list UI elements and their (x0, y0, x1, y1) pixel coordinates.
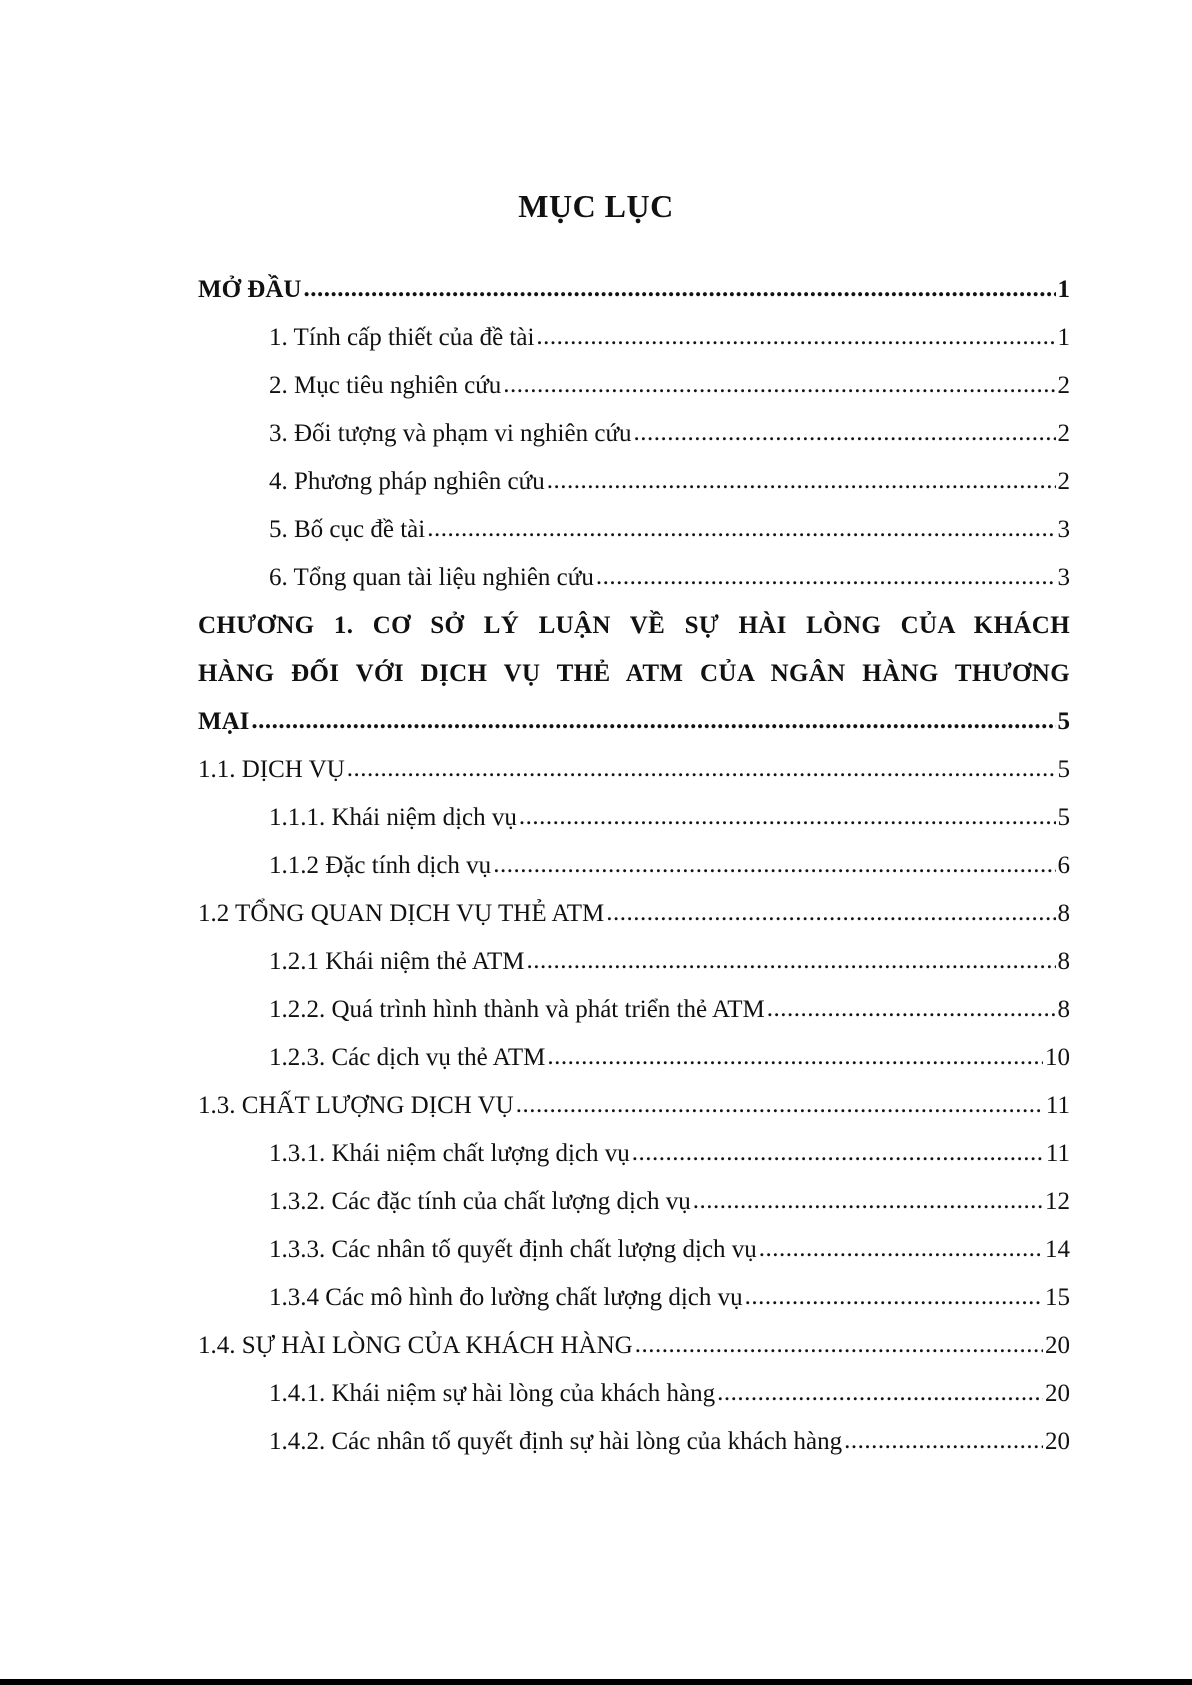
dot-leader (519, 793, 1056, 841)
dot-leader (303, 265, 1055, 313)
toc-entry-intro[interactable] (198, 266, 1070, 314)
toc-entry-label: 1.3.4 Các mô hình đo lường chất lượng dịch vụ (269, 1284, 743, 1311)
toc-entry-page: 8 (1057, 948, 1070, 975)
toc-entry[interactable] (198, 938, 1070, 986)
toc-entry-page: 8 (1057, 996, 1070, 1023)
toc-entry[interactable] (198, 506, 1070, 554)
toc-entry-label: 1.3.3. Các nhân tố quyết định chất lượng dịch vụ (269, 1236, 757, 1263)
toc-entry-page: 2 (1057, 420, 1070, 447)
toc-entry[interactable] (198, 554, 1070, 602)
table-of-contents (198, 266, 1070, 1466)
dot-leader (596, 553, 1056, 601)
toc-entry-label: 1.2.1 Khái niệm thẻ ATM (269, 948, 525, 975)
toc-entry-label: 1. Tính cấp thiết của đề tài (269, 324, 535, 351)
toc-entry-label: 1.2.2. Quá trình hình thành và phát triển thẻ ATM (269, 996, 765, 1023)
dot-leader (844, 1417, 1043, 1465)
toc-entry[interactable] (198, 410, 1070, 458)
toc-entry-page: 11 (1045, 1140, 1070, 1167)
dot-leader (503, 361, 1055, 409)
toc-entry[interactable] (198, 1370, 1070, 1418)
toc-entry-label: 2. Mục tiêu nghiên cứu (269, 372, 502, 399)
toc-entry-label: 1.3.2. Các đặc tính của chất lượng dịch vụ (269, 1188, 691, 1215)
toc-entry-label: 1.3.1. Khái niệm chất lượng dịch vụ (269, 1140, 630, 1167)
toc-entry-chapter-1[interactable] (198, 698, 1070, 746)
toc-entry[interactable] (198, 1226, 1070, 1274)
toc-entry-page: 6 (1057, 852, 1070, 879)
dot-leader (767, 985, 1056, 1033)
dot-leader (527, 937, 1056, 985)
toc-entry[interactable] (198, 1034, 1070, 1082)
toc-entry-label: 4. Phương pháp nghiên cứu (269, 468, 545, 495)
toc-entry[interactable] (198, 1178, 1070, 1226)
toc-entry[interactable] (198, 1418, 1070, 1466)
toc-entry-page: 5 (1057, 756, 1070, 783)
toc-entry-label: 1.1.1. Khái niệm dịch vụ (269, 804, 517, 831)
toc-entry-section[interactable] (198, 1322, 1070, 1370)
toc-entry-section[interactable] (198, 746, 1070, 794)
toc-entry[interactable] (198, 458, 1070, 506)
toc-entry-page: 1 (1057, 276, 1070, 303)
toc-entry-section[interactable] (198, 890, 1070, 938)
toc-entry-label: 1.2.3. Các dịch vụ thẻ ATM (269, 1044, 546, 1071)
page-title: MỤC LỤC (518, 188, 674, 224)
toc-entry-page: 20 (1045, 1332, 1070, 1359)
toc-entry-page: 5 (1057, 804, 1070, 831)
toc-entry-page: 5 (1057, 708, 1070, 735)
toc-entry-label: 1.3. CHẤT LƯỢNG DỊCH VỤ (198, 1092, 514, 1119)
toc-entry-label: MỞ ĐẦU (198, 276, 302, 303)
toc-entry-page: 3 (1057, 564, 1070, 591)
toc-entry-label: 1.4. SỰ HÀI LÒNG CỦA KHÁCH HÀNG (198, 1332, 633, 1359)
toc-entry-page: 2 (1057, 372, 1070, 399)
toc-entry[interactable] (198, 1274, 1070, 1322)
dot-leader (427, 505, 1055, 553)
toc-entry-page: 3 (1057, 516, 1070, 543)
toc-entry[interactable] (198, 362, 1070, 410)
toc-entry-page: 15 (1045, 1284, 1070, 1311)
toc-entry-section[interactable] (198, 1082, 1070, 1130)
dot-leader (251, 697, 1055, 745)
chapter-heading-line-2[interactable]: HÀNG ĐỐI VỚI DỊCH VỤ THẺ ATM CỦA NGÂN HÀNG THƯƠNG (198, 660, 1070, 687)
dot-leader (516, 1081, 1044, 1129)
toc-entry-page: 12 (1045, 1188, 1070, 1215)
dot-leader (717, 1369, 1043, 1417)
chapter-heading-line-1[interactable]: CHƯƠNG 1. CƠ SỞ LÝ LUẬN VỀ SỰ HÀI LÒNG CỦA KHÁCH (198, 612, 1070, 639)
toc-entry-page: 8 (1057, 900, 1070, 927)
toc-entry-label: 1.1. DỊCH VỤ (198, 756, 345, 783)
toc-entry-label: 3. Đối tượng và phạm vi nghiên cứu (269, 420, 632, 447)
dot-leader (635, 1321, 1043, 1369)
toc-entry-label: 1.1.2 Đặc tính dịch vụ (269, 852, 492, 879)
dot-leader (347, 745, 1056, 793)
toc-entry-label: MẠI (198, 708, 250, 735)
toc-entry[interactable] (198, 1130, 1070, 1178)
dot-leader (634, 409, 1056, 457)
dot-leader (632, 1129, 1044, 1177)
toc-entry-page: 20 (1045, 1428, 1070, 1455)
toc-entry-page: 1 (1057, 324, 1070, 351)
dot-leader (693, 1177, 1043, 1225)
toc-entry-label: 1.4.1. Khái niệm sự hài lòng của khách hàng (269, 1380, 716, 1407)
toc-entry-page: 20 (1045, 1380, 1070, 1407)
dot-leader (606, 889, 1055, 937)
toc-entry[interactable] (198, 986, 1070, 1034)
toc-entry-label: 1.2 TỔNG QUAN DỊCH VỤ THẺ ATM (198, 900, 605, 927)
dot-leader (547, 457, 1056, 505)
toc-entry-label: 5. Bố cục đề tài (269, 516, 426, 543)
dot-leader (493, 841, 1055, 889)
toc-entry-page: 14 (1045, 1236, 1070, 1263)
toc-entry-label: 1.4.2. Các nhân tố quyết định sự hài lòng của khách hàng (269, 1428, 843, 1455)
toc-entry-page: 11 (1045, 1092, 1070, 1119)
dot-leader (745, 1273, 1043, 1321)
toc-entry[interactable] (198, 842, 1070, 890)
toc-entry-label: 6. Tổng quan tài liệu nghiên cứu (269, 564, 594, 591)
bottom-edge-rule (0, 1679, 1192, 1685)
dot-leader (536, 313, 1055, 361)
toc-entry-page: 10 (1045, 1044, 1070, 1071)
toc-entry[interactable] (198, 314, 1070, 362)
toc-entry[interactable] (198, 794, 1070, 842)
dot-leader (759, 1225, 1043, 1273)
dot-leader (547, 1033, 1043, 1081)
toc-entry-page: 2 (1057, 468, 1070, 495)
